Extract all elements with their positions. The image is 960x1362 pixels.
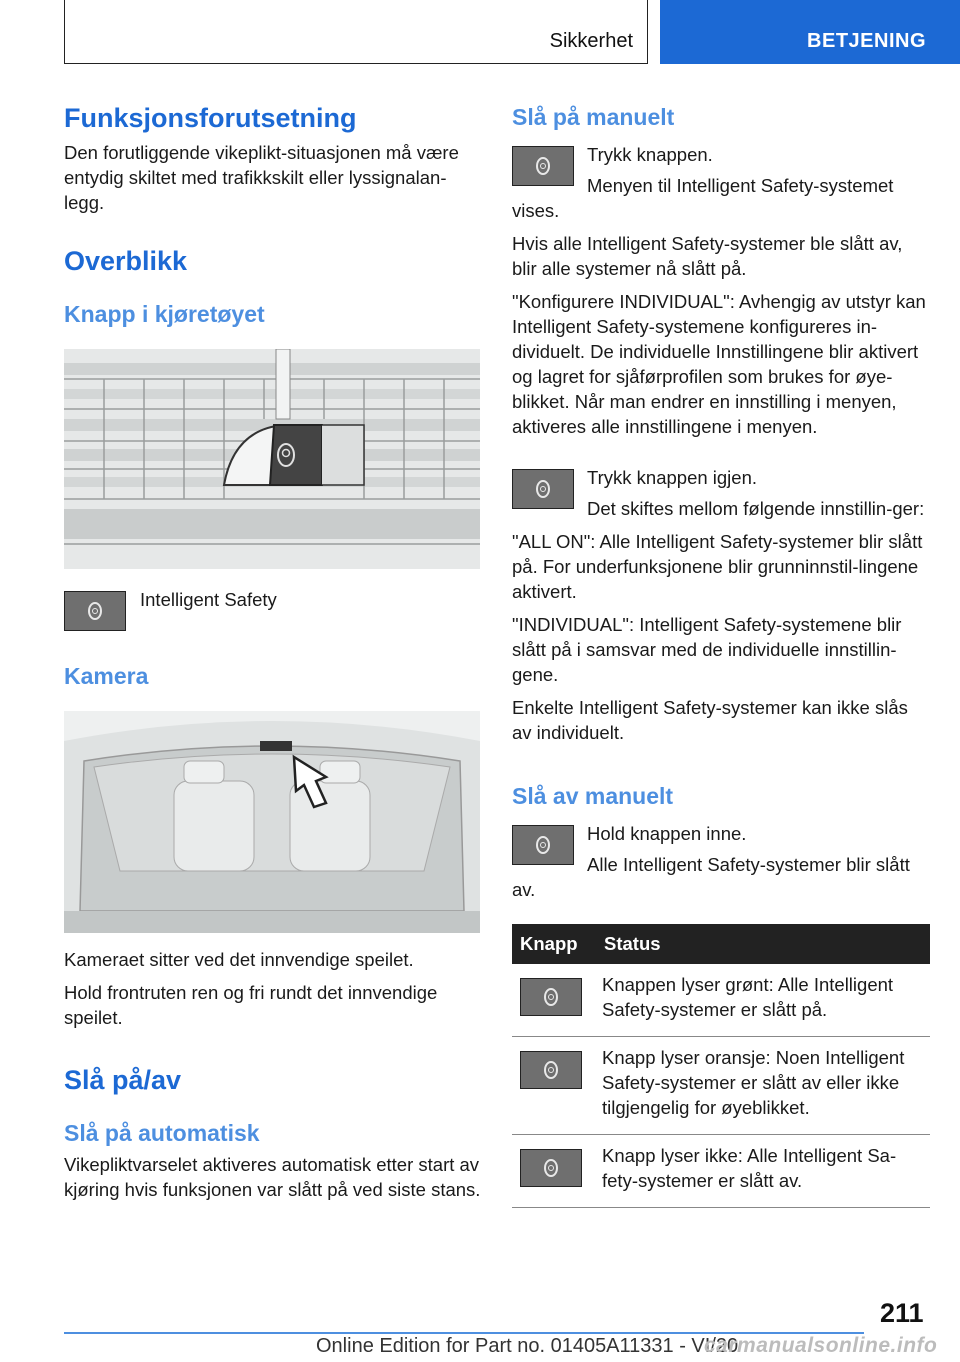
manuelt-paragraph-2: "Konfigurere INDIVIDUAL": Avhengig av utstyr kan Intelligent Safety-systemene konfigureres in-dividuelt. De individuelle Innstillingene blir aktivert og lagret for sjåførprofilen som brukes for øye-blikket. Når man endrer en innstilling i menyen, aktiveres alle innstillingene i menyen. xyxy=(512,291,926,437)
step-hold-text: Hold knappen inne. xyxy=(587,823,747,844)
table-row xyxy=(512,964,930,1037)
header-chapter-box xyxy=(660,0,960,64)
status-green-button-icon xyxy=(520,978,582,1016)
intelligent-safety-caption-row xyxy=(64,587,482,639)
all-on-paragraph: "ALL ON": Alle Intelligent Safety-systemer blir slått på. For underfunksjonene blir grunninnstil-lingene aktivert. xyxy=(512,531,923,602)
step-press-again-text: Trykk knappen igjen. xyxy=(587,467,758,488)
page-number: 211 xyxy=(880,1298,924,1328)
sla-pa-av-heading: Slå på/av xyxy=(64,1065,182,1095)
kamera-heading: Kamera xyxy=(64,663,149,689)
step-press-result: Menyen til Intelligent Safety-systemet vises. xyxy=(512,175,894,221)
table-cell-status: Knapp lyser ikke: Alle Intelligent Sa-fety-systemer er slått av. xyxy=(596,1135,930,1208)
not-individually-paragraph: Enkelte Intelligent Safety-systemer kan ikke slås av individuelt. xyxy=(512,697,908,743)
camera-illustration xyxy=(64,711,480,933)
status-orange-button-icon xyxy=(520,1051,582,1089)
step-press-text: Trykk knappen. xyxy=(587,144,713,165)
watermark: carmanualsonline.info xyxy=(704,1334,938,1357)
step-press-button xyxy=(512,142,930,223)
manuelt-paragraph-1: Hvis alle Intelligent Safety-systemer ble slått av, blir alle systemer nå slått på. xyxy=(512,233,903,279)
step-press-again xyxy=(512,465,930,521)
sla-pa-manuelt-heading: Slå på manuelt xyxy=(512,104,675,130)
col-knapp-header: Knapp xyxy=(512,924,596,964)
step-hold-result: Alle Intelligent Safety-systemer blir slått av. xyxy=(512,854,910,900)
intelligent-safety-caption: Intelligent Safety xyxy=(140,589,277,610)
table-cell-icon xyxy=(512,964,596,1037)
step-press-again-result: Det skiftes mellom følgende innstillin-ger: xyxy=(587,498,925,519)
overblikk-heading: Overblikk xyxy=(64,246,188,276)
funksjonsforutsetning-heading: Funksjonsforutsetning xyxy=(64,103,357,133)
left-column xyxy=(64,102,482,1202)
edition-text: Online Edition for Part no. 01405A11331 - VI/20 xyxy=(316,1335,739,1357)
status-table-header xyxy=(512,924,930,964)
press-button-icon xyxy=(512,146,574,186)
sla-av-manuelt-heading: Slå av manuelt xyxy=(512,783,674,809)
sla-pa-automatisk-heading: Slå på automatisk xyxy=(64,1120,260,1146)
intelligent-safety-button-icon xyxy=(64,591,126,631)
knapp-heading: Knapp i kjøretøyet xyxy=(64,301,265,327)
table-cell-status: Knapp lyser oransje: Noen Intelligent Safety-systemer er slått av eller ikke tilgjengelig for øyeblikket. xyxy=(596,1037,930,1135)
step-hold-button xyxy=(512,821,930,902)
col-status-header: Status xyxy=(596,924,930,964)
table-cell-icon xyxy=(512,1135,596,1208)
sla-pa-automatisk-text: Vikepliktvarselet aktiveres automatisk etter start av kjøring hvis funksjonen var slått på ved siste stans. xyxy=(64,1154,481,1200)
header-section-box xyxy=(64,0,648,64)
press-again-button-icon xyxy=(512,469,574,509)
table-row xyxy=(512,1135,930,1208)
header-chapter-label: BETJENING xyxy=(807,30,926,52)
table-cell-status: Knappen lyser grønt: Alle Intelligent Safety-systemer er slått på. xyxy=(596,964,930,1037)
vehicle-button-drawing xyxy=(64,349,480,569)
status-table xyxy=(512,924,930,1208)
kamera-text-2: Hold frontruten ren og fri rundt det innvendige speilet. xyxy=(64,982,438,1028)
hold-button-icon xyxy=(512,825,574,865)
table-cell-icon xyxy=(512,1037,596,1135)
header-section-label: Sikkerhet xyxy=(549,30,633,52)
status-off-button-icon xyxy=(520,1149,582,1187)
right-column xyxy=(512,102,930,1208)
funksjonsforutsetning-text: Den forutliggende vikeplikt-situasjonen må være entydig skiltet med trafikkskilt eller lyssignalan-legg. xyxy=(64,142,459,213)
camera-drawing xyxy=(64,711,480,933)
table-row xyxy=(512,1037,930,1135)
vehicle-button-illustration xyxy=(64,349,480,569)
individual-paragraph: "INDIVIDUAL": Intelligent Safety-systemene blir slått på i samsvar med de individuelle innstillin-gene. xyxy=(512,614,902,685)
kamera-text-1: Kameraet sitter ved det innvendige speilet. xyxy=(64,949,414,970)
